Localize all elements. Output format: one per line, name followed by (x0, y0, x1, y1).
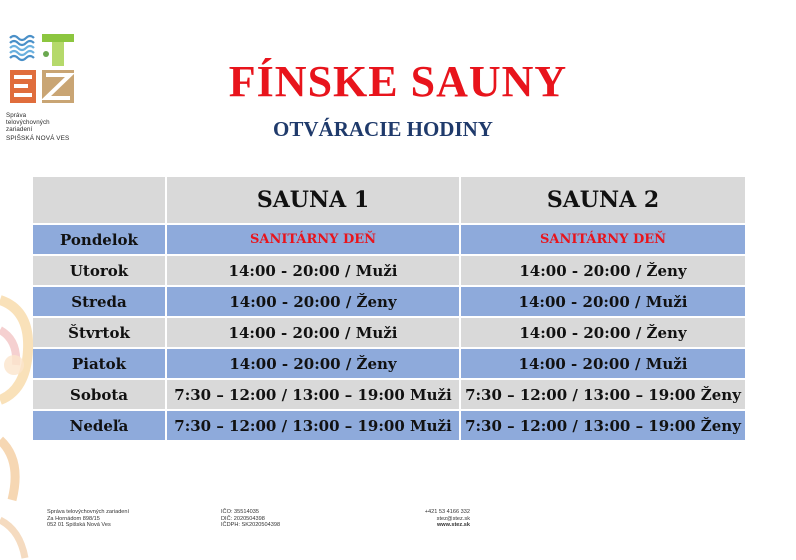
sauna-1-hours: 7:30 – 12:00 / 13:00 – 19:00 Muži (167, 411, 459, 440)
sauna-1-hours: 14:00 - 20:00 / Ženy (167, 287, 459, 316)
footer-email: stez@stez.sk (436, 515, 470, 522)
footer-address-line: Správa telovýchovných zariadení (47, 509, 130, 515)
sauna-2-hours: 14:00 - 20:00 / Muži (461, 287, 745, 316)
footer-id-line: DIČ: 2020504398 (221, 515, 265, 522)
day-cell: Streda (33, 287, 165, 316)
page-title: FÍNSKE SAUNY (228, 57, 568, 106)
footer-address (47, 509, 129, 529)
footer-website: www.stez.sk (436, 522, 470, 528)
logo-text-line: telovýchovných (6, 119, 50, 126)
day-cell: Sobota (33, 380, 165, 409)
table-row (33, 380, 745, 409)
page-subtitle: OTVÁRACIE HODINY (273, 117, 493, 141)
footer-company-ids (221, 509, 280, 529)
day-cell: Štvrtok (33, 318, 165, 347)
sauna-1-hours: 7:30 – 12:00 / 13:00 – 19:00 Muži (167, 380, 459, 409)
header-cell-sauna-2: SAUNA 2 (461, 177, 745, 223)
header-cell-day (33, 177, 165, 223)
day-cell: Utorok (33, 256, 165, 285)
table-row (33, 225, 745, 254)
table-row (33, 256, 745, 285)
footer-phone: +421 53 4166 332 (424, 509, 470, 515)
logo-text-line: zariadení (6, 126, 33, 133)
header-cell-sauna-1: SAUNA 1 (167, 177, 459, 223)
logo-text-line: Správa (6, 112, 27, 119)
day-cell: Pondelok (33, 225, 165, 254)
table-header-row (33, 177, 745, 223)
table-row (33, 318, 745, 347)
sauna-2-hours: SANITÁRNY DEŇ (461, 225, 745, 254)
logo-city: SPIŠSKÁ NOVÁ VES (6, 135, 70, 142)
table-row (33, 411, 745, 440)
sauna-schedule-table (31, 175, 747, 442)
table-row (33, 287, 745, 316)
footer-contact (412, 509, 470, 529)
table-row (33, 349, 745, 378)
footer-address-line: Za Hornádom 898/15 (47, 515, 100, 522)
sauna-1-hours: 14:00 - 20:00 / Muži (167, 256, 459, 285)
sauna-2-hours: 7:30 – 12:00 / 13:00 – 19:00 Ženy (461, 411, 745, 440)
footer-address-line: 052 01 Spišská Nová Ves (47, 522, 111, 528)
footer-id-line: IČDPH: SK2020504398 (221, 522, 281, 528)
sauna-2-hours: 7:30 – 12:00 / 13:00 – 19:00 Ženy (461, 380, 745, 409)
sauna-1-hours: 14:00 - 20:00 / Ženy (167, 349, 459, 378)
sauna-2-hours: 14:00 - 20:00 / Ženy (461, 318, 745, 347)
sauna-2-hours: 14:00 - 20:00 / Ženy (461, 256, 745, 285)
sauna-1-hours: SANITÁRNY DEŇ (167, 225, 459, 254)
sauna-2-hours: 14:00 - 20:00 / Muži (461, 349, 745, 378)
footer-id-line: IČO: 35514035 (221, 509, 259, 515)
day-cell: Piatok (33, 349, 165, 378)
sauna-1-hours: 14:00 - 20:00 / Muži (167, 318, 459, 347)
day-cell: Nedeľa (33, 411, 165, 440)
